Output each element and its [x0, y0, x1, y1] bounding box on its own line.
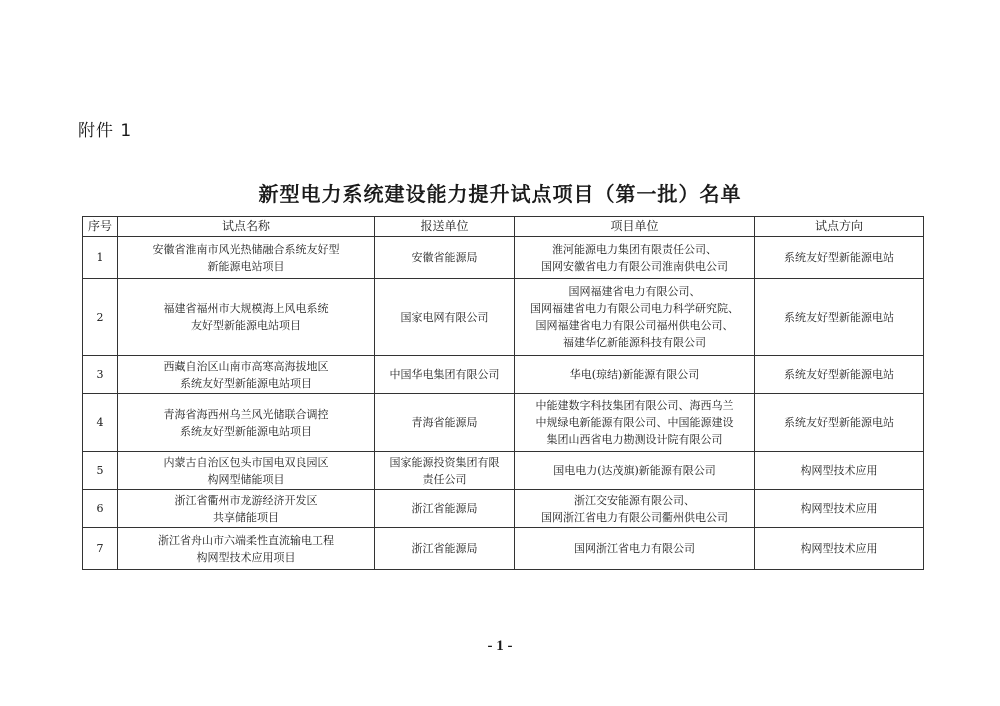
text-line: 中国华电集团有限公司	[389, 368, 500, 381]
text-line: 内蒙古自治区包头市国电双良园区	[163, 455, 329, 469]
cell-pilot-name	[118, 528, 375, 570]
text-line: 构网型技术应用项目	[196, 550, 296, 564]
header-project-unit: 项目单位	[515, 217, 755, 237]
page-number: - 1 -	[487, 638, 513, 654]
cell-pilot-direction: 构网型技术应用	[755, 490, 924, 528]
cell-pilot-direction: 系统友好型新能源电站	[755, 394, 924, 452]
text-line: 浙江省能源局	[411, 542, 478, 555]
table-row	[83, 279, 924, 356]
text-line: 国网福建省电力有限公司福州供电公司、	[535, 319, 734, 332]
table-row	[83, 490, 924, 528]
cell-no: 5	[83, 452, 118, 490]
table-row	[83, 394, 924, 452]
cell-project-unit	[515, 528, 755, 570]
text-line: 共享储能项目	[213, 510, 279, 524]
cell-pilot-name	[118, 490, 375, 528]
cell-no: 4	[83, 394, 118, 452]
text-line: 浙江交安能源有限公司、	[574, 493, 695, 507]
cell-pilot-direction: 系统友好型新能源电站	[755, 356, 924, 394]
text-line: 淮河能源电力集团有限责任公司、	[552, 242, 717, 256]
cell-pilot-name	[118, 279, 375, 356]
text-line: 福建华亿新能源科技有限公司	[563, 336, 706, 349]
text-line: 构网型储能项目	[207, 472, 285, 486]
text-line: 国网浙江省电力有限公司	[574, 542, 695, 555]
cell-no: 2	[83, 279, 118, 356]
text-line: 安徽省能源局	[411, 251, 478, 264]
header-submitting-unit: 报送单位	[375, 217, 515, 237]
cell-pilot-direction: 构网型技术应用	[755, 452, 924, 490]
cell-pilot-direction: 系统友好型新能源电站	[755, 279, 924, 356]
cell-pilot-direction: 系统友好型新能源电站	[755, 237, 924, 279]
cell-submitting-unit	[375, 452, 515, 490]
cell-project-unit	[515, 394, 755, 452]
table-header-row	[83, 217, 924, 237]
text-line: 青海省海西州乌兰风光储联合调控	[163, 407, 329, 421]
text-line: 责任公司	[422, 472, 467, 486]
cell-submitting-unit	[375, 528, 515, 570]
text-line: 国网浙江省电力有限公司衢州供电公司	[541, 510, 728, 524]
text-line: 集团山西省电力勘测设计院有限公司	[546, 433, 723, 446]
text-line: 国网福建省电力有限公司电力科学研究院、	[530, 302, 739, 315]
cell-pilot-name	[118, 237, 375, 279]
cell-project-unit	[515, 279, 755, 356]
cell-pilot-name	[118, 452, 375, 490]
cell-project-unit	[515, 356, 755, 394]
cell-project-unit	[515, 237, 755, 279]
text-line: 国家能源投资集团有限	[389, 455, 500, 469]
text-line: 青海省能源局	[411, 416, 478, 429]
text-line: 华电(琼结)新能源有限公司	[569, 368, 700, 381]
header-no: 序号	[83, 217, 118, 237]
header-pilot-direction: 试点方向	[755, 217, 924, 237]
cell-no: 1	[83, 237, 118, 279]
cell-no: 6	[83, 490, 118, 528]
cell-no: 7	[83, 528, 118, 570]
table-row	[83, 237, 924, 279]
text-line: 浙江省舟山市六端柔性直流输电工程	[158, 533, 334, 547]
cell-pilot-direction: 构网型技术应用	[755, 528, 924, 570]
cell-pilot-name	[118, 356, 375, 394]
text-line: 系统友好型新能源电站项目	[180, 376, 312, 390]
table-row	[83, 356, 924, 394]
text-line: 系统友好型新能源电站项目	[180, 424, 312, 438]
cell-pilot-name	[118, 394, 375, 452]
text-line: 中规绿电新能源有限公司、中国能源建设	[535, 416, 734, 429]
text-line: 福建省福州市大规模海上风电系统	[163, 302, 329, 315]
header-pilot-name: 试点名称	[118, 217, 375, 237]
cell-submitting-unit	[375, 394, 515, 452]
text-line: 西藏自治区山南市高寒高海拔地区	[163, 359, 329, 373]
cell-project-unit	[515, 452, 755, 490]
text-line: 中能建数字科技集团有限公司、海西乌兰	[535, 399, 734, 412]
text-line: 国网安徽省电力有限公司淮南供电公司	[541, 259, 728, 273]
cell-submitting-unit	[375, 356, 515, 394]
text-line: 新能源电站项目	[207, 259, 285, 273]
cell-project-unit	[515, 490, 755, 528]
document-title: 新型电力系统建设能力提升试点项目（第一批）名单	[258, 182, 742, 206]
cell-submitting-unit	[375, 237, 515, 279]
text-line: 浙江省衢州市龙游经济开发区	[174, 493, 318, 507]
pilot-project-table	[82, 216, 924, 570]
cell-submitting-unit	[375, 279, 515, 356]
text-line: 国家电网有限公司	[400, 310, 489, 324]
text-line: 友好型新能源电站项目	[191, 319, 301, 332]
table-row	[83, 528, 924, 570]
cell-submitting-unit	[375, 490, 515, 528]
text-line: 安徽省淮南市风光热储融合系统友好型	[152, 242, 340, 256]
text-line: 国网福建省电力有限公司、	[568, 285, 701, 298]
text-line: 浙江省能源局	[411, 502, 478, 515]
table-row	[83, 452, 924, 490]
attachment-label: 附件 1	[78, 121, 133, 141]
text-line: 国电电力(达茂旗)新能源有限公司	[553, 464, 716, 477]
cell-no: 3	[83, 356, 118, 394]
